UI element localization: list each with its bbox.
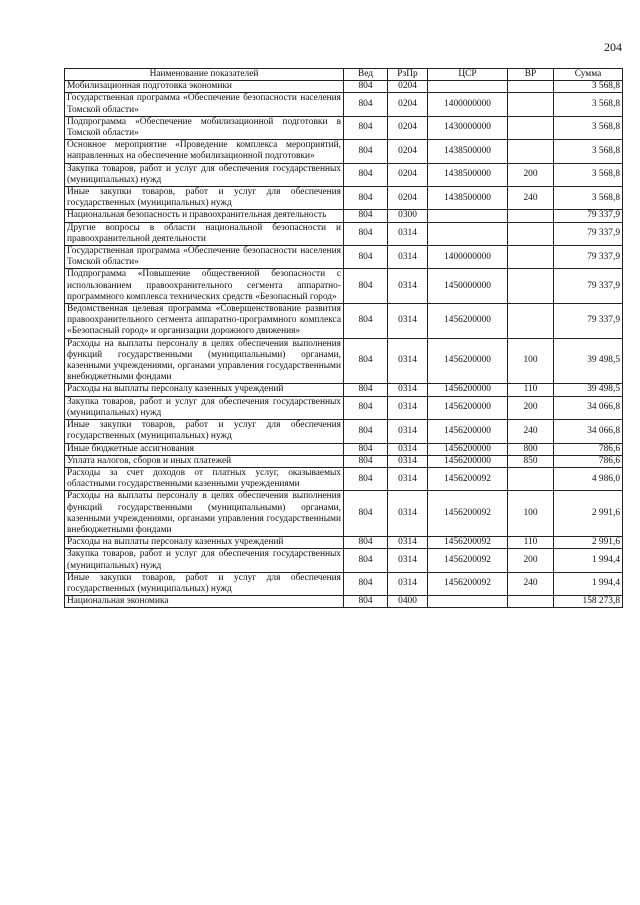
cell-name: Подпрограмма «Обеспечение мобилизационной подготовки в Томской области» bbox=[65, 116, 344, 139]
cell-rzpr: 0314 bbox=[388, 572, 428, 595]
cell-csr: 1456200000 bbox=[428, 420, 508, 443]
cell-name: Иные закупки товаров, работ и услуг для обеспечения государственных (муниципальных) нужд bbox=[65, 187, 344, 210]
cell-rzpr: 0314 bbox=[388, 420, 428, 443]
cell-ved: 804 bbox=[344, 246, 388, 269]
cell-rzpr: 0204 bbox=[388, 81, 428, 93]
cell-rzpr: 0300 bbox=[388, 210, 428, 222]
cell-sum: 158 273,8 bbox=[554, 596, 623, 608]
cell-name: Расходы за счет доходов от платных услуг, оказываемых областными государственными казенными учреждениями bbox=[65, 467, 344, 490]
cell-sum: 79 337,9 bbox=[554, 210, 623, 222]
cell-rzpr: 0400 bbox=[388, 596, 428, 608]
table-row bbox=[65, 420, 623, 443]
cell-ved: 804 bbox=[344, 572, 388, 595]
cell-sum: 79 337,9 bbox=[554, 246, 623, 269]
cell-ved: 804 bbox=[344, 210, 388, 222]
table-row bbox=[65, 443, 623, 455]
cell-csr: 1438500000 bbox=[428, 187, 508, 210]
cell-csr: 1456200000 bbox=[428, 384, 508, 396]
cell-sum: 3 568,8 bbox=[554, 163, 623, 186]
cell-vr bbox=[508, 81, 554, 93]
cell-rzpr: 0314 bbox=[388, 396, 428, 419]
cell-vr: 240 bbox=[508, 572, 554, 595]
table-row bbox=[65, 246, 623, 269]
table-row bbox=[65, 338, 623, 384]
cell-ved: 804 bbox=[344, 467, 388, 490]
cell-ved: 804 bbox=[344, 549, 388, 572]
cell-csr bbox=[428, 81, 508, 93]
cell-ved: 804 bbox=[344, 81, 388, 93]
cell-name: Ведомственная целевая программа «Совершенствование развития правоохранительного сегмента аппаратно-программного комплекса «Безопасный город» и организации дорожного движения» bbox=[65, 304, 344, 339]
cell-csr: 1456200000 bbox=[428, 443, 508, 455]
cell-ved: 804 bbox=[344, 116, 388, 139]
table-row bbox=[65, 81, 623, 93]
table-row bbox=[65, 269, 623, 304]
cell-sum: 3 568,8 bbox=[554, 116, 623, 139]
cell-ved: 804 bbox=[344, 491, 388, 537]
cell-sum: 34 066,8 bbox=[554, 420, 623, 443]
cell-name: Закупка товаров, работ и услуг для обеспечения государственных (муниципальных) нужд bbox=[65, 163, 344, 186]
cell-name: Национальная безопасность и правоохранительная деятельность bbox=[65, 210, 344, 222]
cell-csr: 1456200092 bbox=[428, 537, 508, 549]
table-row bbox=[65, 304, 623, 339]
cell-rzpr: 0204 bbox=[388, 140, 428, 163]
cell-csr: 1456200092 bbox=[428, 549, 508, 572]
cell-csr: 1438500000 bbox=[428, 163, 508, 186]
cell-sum: 2 991,6 bbox=[554, 537, 623, 549]
page-number: 204 bbox=[604, 40, 622, 54]
cell-rzpr: 0314 bbox=[388, 467, 428, 490]
table-row bbox=[65, 596, 623, 608]
cell-csr: 1456200000 bbox=[428, 455, 508, 467]
cell-sum: 2 991,6 bbox=[554, 491, 623, 537]
cell-sum: 1 994,4 bbox=[554, 549, 623, 572]
cell-vr bbox=[508, 210, 554, 222]
cell-name: Основное мероприятие «Проведение комплекса мероприятий, направленных на обеспечение мобилизационной подготовки» bbox=[65, 140, 344, 163]
cell-name: Расходы на выплаты персоналу казенных учреждений bbox=[65, 384, 344, 396]
cell-name: Иные закупки товаров, работ и услуг для обеспечения государственных (муниципальных) нужд bbox=[65, 420, 344, 443]
budget-table bbox=[64, 68, 623, 608]
header-sum: Сумма bbox=[554, 69, 623, 81]
table-header-row bbox=[65, 69, 623, 81]
cell-vr bbox=[508, 93, 554, 116]
cell-ved: 804 bbox=[344, 443, 388, 455]
cell-rzpr: 0314 bbox=[388, 338, 428, 384]
cell-csr: 1456200092 bbox=[428, 572, 508, 595]
cell-csr: 1456200092 bbox=[428, 467, 508, 490]
table-row bbox=[65, 116, 623, 139]
cell-rzpr: 0314 bbox=[388, 537, 428, 549]
cell-csr: 1456200000 bbox=[428, 338, 508, 384]
cell-csr: 1400000000 bbox=[428, 93, 508, 116]
cell-vr bbox=[508, 140, 554, 163]
cell-sum: 79 337,9 bbox=[554, 222, 623, 245]
cell-vr: 850 bbox=[508, 455, 554, 467]
cell-rzpr: 0314 bbox=[388, 491, 428, 537]
cell-rzpr: 0204 bbox=[388, 187, 428, 210]
cell-sum: 4 986,0 bbox=[554, 467, 623, 490]
table-row bbox=[65, 210, 623, 222]
cell-vr: 800 bbox=[508, 443, 554, 455]
cell-ved: 804 bbox=[344, 269, 388, 304]
cell-name: Расходы на выплаты персоналу в целях обеспечения выполнения функций государственными (муниципальными) органами, казенными учреждениями, органами управления государственными внебюджетными фондами bbox=[65, 491, 344, 537]
cell-rzpr: 0314 bbox=[388, 549, 428, 572]
table-row bbox=[65, 491, 623, 537]
cell-ved: 804 bbox=[344, 187, 388, 210]
cell-ved: 804 bbox=[344, 93, 388, 116]
table-row bbox=[65, 467, 623, 490]
cell-sum: 3 568,8 bbox=[554, 187, 623, 210]
cell-rzpr: 0314 bbox=[388, 443, 428, 455]
cell-rzpr: 0314 bbox=[388, 304, 428, 339]
cell-rzpr: 0314 bbox=[388, 246, 428, 269]
cell-ved: 804 bbox=[344, 163, 388, 186]
cell-name: Иные закупки товаров, работ и услуг для обеспечения государственных (муниципальных) нужд bbox=[65, 572, 344, 595]
table-row bbox=[65, 572, 623, 595]
cell-vr: 200 bbox=[508, 396, 554, 419]
table-row bbox=[65, 140, 623, 163]
cell-name: Другие вопросы в области национальной безопасности и правоохранительной деятельности bbox=[65, 222, 344, 245]
cell-sum: 39 498,5 bbox=[554, 384, 623, 396]
table-body bbox=[65, 81, 623, 608]
cell-rzpr: 0314 bbox=[388, 222, 428, 245]
cell-name: Закупка товаров, работ и услуг для обеспечения государственных (муниципальных) нужд bbox=[65, 396, 344, 419]
header-name: Наименование показателей bbox=[65, 69, 344, 81]
cell-csr: 1456200092 bbox=[428, 491, 508, 537]
cell-vr bbox=[508, 222, 554, 245]
cell-vr: 240 bbox=[508, 187, 554, 210]
table-row bbox=[65, 93, 623, 116]
cell-csr: 1456200000 bbox=[428, 396, 508, 419]
header-ved: Вед bbox=[344, 69, 388, 81]
cell-name: Закупка товаров, работ и услуг для обеспечения государственных (муниципальных) нужд bbox=[65, 549, 344, 572]
cell-vr: 240 bbox=[508, 420, 554, 443]
cell-sum: 34 066,8 bbox=[554, 396, 623, 419]
table-row bbox=[65, 549, 623, 572]
cell-vr: 110 bbox=[508, 537, 554, 549]
cell-vr: 200 bbox=[508, 163, 554, 186]
cell-sum: 786,6 bbox=[554, 443, 623, 455]
cell-sum: 3 568,8 bbox=[554, 93, 623, 116]
cell-vr bbox=[508, 304, 554, 339]
cell-ved: 804 bbox=[344, 596, 388, 608]
table-row bbox=[65, 187, 623, 210]
cell-rzpr: 0314 bbox=[388, 455, 428, 467]
cell-ved: 804 bbox=[344, 338, 388, 384]
cell-sum: 3 568,8 bbox=[554, 81, 623, 93]
table-row bbox=[65, 396, 623, 419]
table-row bbox=[65, 455, 623, 467]
cell-vr bbox=[508, 596, 554, 608]
cell-name: Национальная экономика bbox=[65, 596, 344, 608]
table-row bbox=[65, 163, 623, 186]
cell-csr: 1450000000 bbox=[428, 269, 508, 304]
cell-ved: 804 bbox=[344, 396, 388, 419]
cell-sum: 79 337,9 bbox=[554, 304, 623, 339]
cell-csr: 1456200000 bbox=[428, 304, 508, 339]
cell-vr bbox=[508, 467, 554, 490]
header-rzpr: РзПр bbox=[388, 69, 428, 81]
cell-vr bbox=[508, 246, 554, 269]
cell-name: Иные бюджетные ассигнования bbox=[65, 443, 344, 455]
cell-name: Мобилизационная подготовка экономики bbox=[65, 81, 344, 93]
cell-ved: 804 bbox=[344, 304, 388, 339]
cell-sum: 786,6 bbox=[554, 455, 623, 467]
cell-rzpr: 0204 bbox=[388, 93, 428, 116]
cell-ved: 804 bbox=[344, 420, 388, 443]
cell-name: Государственная программа «Обеспечение безопасности населения Томской области» bbox=[65, 246, 344, 269]
cell-sum: 79 337,9 bbox=[554, 269, 623, 304]
cell-ved: 804 bbox=[344, 537, 388, 549]
cell-vr: 110 bbox=[508, 384, 554, 396]
cell-csr bbox=[428, 222, 508, 245]
cell-ved: 804 bbox=[344, 455, 388, 467]
cell-vr bbox=[508, 269, 554, 304]
cell-vr bbox=[508, 116, 554, 139]
cell-ved: 804 bbox=[344, 384, 388, 396]
cell-rzpr: 0314 bbox=[388, 269, 428, 304]
cell-csr: 1430000000 bbox=[428, 116, 508, 139]
table-row bbox=[65, 384, 623, 396]
header-vr: ВР bbox=[508, 69, 554, 81]
cell-rzpr: 0314 bbox=[388, 384, 428, 396]
cell-csr bbox=[428, 210, 508, 222]
cell-csr bbox=[428, 596, 508, 608]
cell-ved: 804 bbox=[344, 222, 388, 245]
cell-name: Расходы на выплаты персоналу в целях обеспечения выполнения функций государственными (муниципальными) органами, казенными учреждениями, органами управления государственными внебюджетными фондами bbox=[65, 338, 344, 384]
cell-ved: 804 bbox=[344, 140, 388, 163]
cell-vr: 200 bbox=[508, 549, 554, 572]
cell-vr: 100 bbox=[508, 338, 554, 384]
cell-sum: 39 498,5 bbox=[554, 338, 623, 384]
cell-name: Расходы на выплаты персоналу казенных учреждений bbox=[65, 537, 344, 549]
cell-csr: 1438500000 bbox=[428, 140, 508, 163]
cell-name: Государственная программа «Обеспечение безопасности населения Томской области» bbox=[65, 93, 344, 116]
cell-rzpr: 0204 bbox=[388, 163, 428, 186]
header-csr: ЦСР bbox=[428, 69, 508, 81]
cell-csr: 1400000000 bbox=[428, 246, 508, 269]
cell-vr: 100 bbox=[508, 491, 554, 537]
table-row bbox=[65, 222, 623, 245]
cell-sum: 3 568,8 bbox=[554, 140, 623, 163]
cell-name: Подпрограмма «Повышение общественной безопасности с использованием правоохранительного сегмента аппаратно-программного комплекса технических средств «Безопасный город» bbox=[65, 269, 344, 304]
table-row bbox=[65, 537, 623, 549]
cell-rzpr: 0204 bbox=[388, 116, 428, 139]
cell-name: Уплата налогов, сборов и иных платежей bbox=[65, 455, 344, 467]
cell-sum: 1 994,4 bbox=[554, 572, 623, 595]
